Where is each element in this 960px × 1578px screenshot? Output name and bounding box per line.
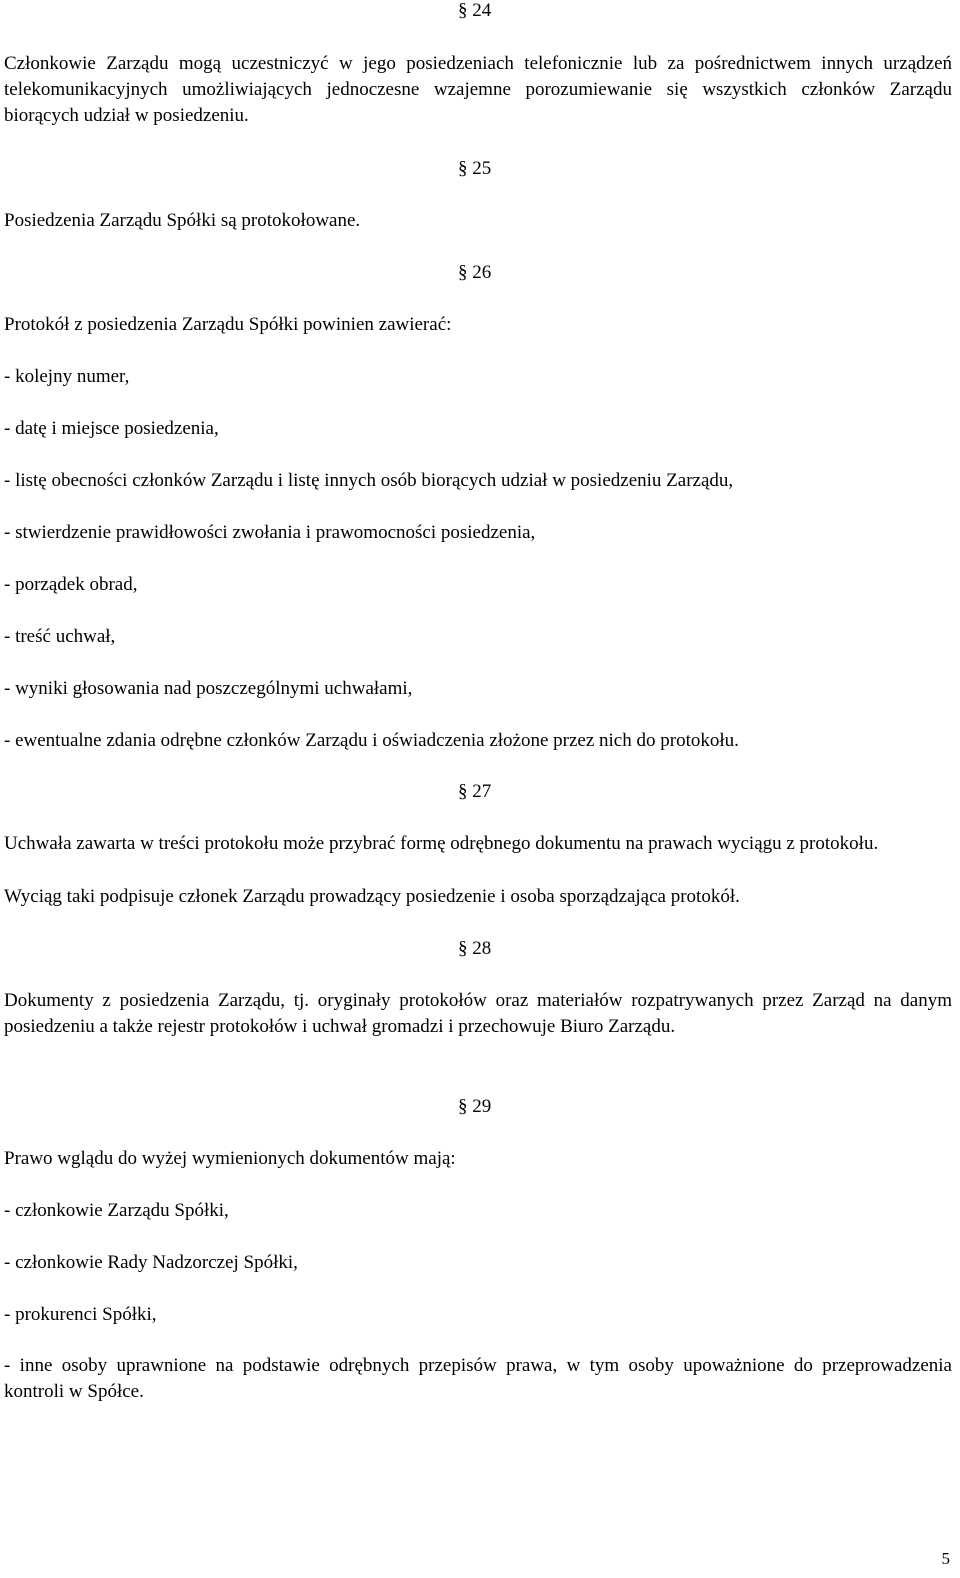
section-24-heading: § 24 <box>458 0 492 21</box>
list-item: - stwierdzenie prawidłowości zwołania i prawomocności posiedzenia, <box>4 522 536 543</box>
list-item: - członkowie Rady Nadzorczej Spółki, <box>4 1252 298 1273</box>
section-25-heading: § 25 <box>458 158 492 179</box>
list-item: - członkowie Zarządu Spółki, <box>4 1200 229 1221</box>
section-27-paragraph-1: Uchwała zawarta w treści protokołu może przybrać formę odrębnego dokumentu na prawach wyciągu z protokołu. <box>4 833 879 854</box>
section-28-paragraph: Dokumenty z posiedzenia Zarządu, tj. oryginały protokołów oraz materiałów rozpatrywanych przez Zarząd na danym posiedzeniu a także rejestr protokołów i uchwał gromadzi i przechowuje Biuro Zarządu. <box>4 990 952 1037</box>
section-26-intro: Protokół z posiedzenia Zarządu Spółki powinien zawierać: <box>4 314 452 335</box>
section-29-heading: § 29 <box>458 1096 492 1117</box>
list-item: - listę obecności członków Zarządu i listę innych osób biorących udział w posiedzeniu Zarządu, <box>4 470 734 491</box>
list-item: - datę i miejsce posiedzenia, <box>4 418 219 439</box>
section-26-heading: § 26 <box>458 262 492 283</box>
list-item: - ewentualne zdania odrębne członków Zarządu i oświadczenia złożone przez nich do protokołu. <box>4 730 739 751</box>
list-item: - prokurenci Spółki, <box>4 1304 157 1325</box>
list-item: - wyniki głosowania nad poszczególnymi uchwałami, <box>4 678 413 699</box>
section-28-heading: § 28 <box>458 938 492 959</box>
list-item: - treść uchwał, <box>4 626 116 647</box>
section-24-paragraph: Członkowie Zarządu mogą uczestniczyć w jego posiedzeniach telefonicznie lub za pośrednictwem innych urządzeń telekomunikacyjnych umożliwiających jednoczesne wzajemne porozumiewanie się wszystkich członków Zarządu biorących udział w posiedzeniu. <box>4 53 952 126</box>
list-item: - kolejny numer, <box>4 366 130 387</box>
page-number: 5 <box>941 1549 950 1568</box>
list-item: - porządek obrad, <box>4 574 138 595</box>
list-item: - inne osoby uprawnione na podstawie odrębnych przepisów prawa, w tym osoby upoważnione do przeprowadzenia kontroli w Spółce. <box>4 1355 952 1402</box>
section-29-intro: Prawo wglądu do wyżej wymienionych dokumentów mają: <box>4 1148 456 1169</box>
section-25-paragraph: Posiedzenia Zarządu Spółki są protokołowane. <box>4 210 361 231</box>
section-27-heading: § 27 <box>458 781 492 802</box>
section-27-paragraph-2: Wyciąg taki podpisuje członek Zarządu prowadzący posiedzenie i osoba sporządzająca protokół. <box>4 886 740 907</box>
